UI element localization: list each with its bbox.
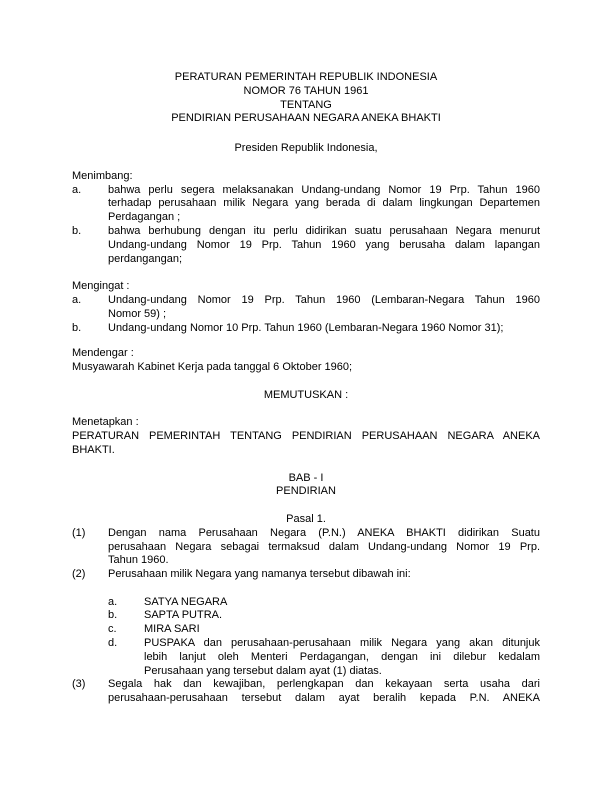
pasal-title: Pasal 1. (286, 512, 326, 525)
title-line: PENDIRIAN PERUSAHAAN NEGARA ANEKA BHAKTI (171, 112, 441, 125)
text-line: terhadap perusahaan milik Negara yang berada di dalam lingkungan Departemen (108, 197, 540, 210)
text-line: MIRA SARI (144, 623, 200, 636)
text-line: Dengan nama Perusahaan Negara (P.N.) ANEKA BHAKTI didirikan Suatu (108, 526, 540, 539)
company-item-a (108, 596, 540, 610)
text-line: bahwa berhubung dengan itu perlu didirikan suatu perusahaan Negara menurut (108, 224, 540, 237)
item-label: a. (72, 183, 82, 196)
text-line: Tahun 1960. (108, 554, 169, 567)
menimbang-item-b (72, 225, 540, 266)
company-item-d (108, 637, 540, 678)
text-line: SAPTA PUTRA. (144, 609, 223, 622)
document-title (72, 71, 540, 126)
mendengar-heading: Mendengar : (72, 347, 134, 360)
menetapkan-line: BHAKTI. (72, 443, 115, 456)
menimbang-item-a (72, 184, 540, 225)
mendengar-text: Musyawarah Kabinet Kerja pada tanggal 6 Oktober 1960; (72, 361, 353, 374)
ayat-label: (1) (72, 526, 86, 539)
mengingat-heading: Mengingat : (72, 280, 130, 293)
ayat-label: (2) (72, 568, 86, 581)
menetapkan-line: PERATURAN PEMERINTAH TENTANG PENDIRIAN PERUSAHAAN NEGARA ANEKA (72, 430, 540, 443)
text-line: perdangangan; (108, 252, 183, 265)
text-line: perusahaan Negara sebagai termaksud dalam Undang-undang Nomor 19 Prp. (108, 540, 540, 553)
text-line: Nomor 59) ; (108, 307, 167, 320)
pasal-ayat-3 (72, 678, 540, 706)
text-line: perusahaan-perusahaan tersebut dalam ayat beralih kepada P.N. ANEKA (108, 692, 540, 705)
text-line: bahwa perlu segera melaksanakan Undang-undang Nomor 19 Prp. Tahun 1960 (108, 183, 540, 196)
item-label: b. (72, 321, 82, 334)
item-label: c. (108, 623, 117, 636)
text-line: Perdagangan ; (108, 211, 181, 224)
pasal-ayat-1 (72, 527, 540, 568)
document-page (72, 71, 540, 706)
mengingat-item-b (72, 322, 540, 336)
menetapkan-heading: Menetapkan : (72, 416, 139, 429)
title-line: PERATURAN PEMERINTAH REPUBLIK INDONESIA (174, 71, 438, 83)
text-line: SATYA NEGARA (144, 595, 228, 608)
text-line: Perusahaan milik Negara yang namanya tersebut dibawah ini: (108, 568, 411, 581)
text-line: Undang-undang Nomor 10 Prp. Tahun 1960 (Lembaran-Negara 1960 Nomor 31); (108, 321, 504, 334)
title-line: NOMOR 76 TAHUN 1961 (243, 84, 369, 97)
item-label: a. (72, 293, 82, 306)
bab-title: PENDIRIAN (276, 485, 336, 498)
text-line: Undang-undang Nomor 19 Prp. Tahun 1960 yang berusaha dalam lapangan (108, 238, 540, 251)
text-line: Undang-undang Nomor 19 Prp. Tahun 1960 (Lembaran-Negara Tahun 1960 (108, 293, 540, 306)
memutuskan-heading: MEMUTUSKAN : (263, 388, 349, 401)
president-line: Presiden Republik Indonesia, (234, 141, 378, 154)
item-label: a. (108, 595, 118, 608)
text-line: lebih lanjut oleh Menteri Perdagangan, dengan ini dilebur kedalam (144, 650, 540, 663)
company-item-c (108, 623, 540, 637)
text-line: Segala hak dan kewajiban, perlengkapan dan kekayaan serta usaha dari (108, 678, 540, 691)
text-line: PUSPAKA dan perusahaan-perusahaan milik Negara yang akan ditunjuk (144, 637, 540, 650)
menimbang-heading: Menimbang: (72, 169, 133, 182)
item-label: b. (72, 224, 82, 237)
company-item-b (108, 609, 540, 623)
text-line: Perusahaan yang tersebut dalam ayat (1) diatas. (144, 664, 382, 677)
item-label: b. (108, 609, 118, 622)
title-line: TENTANG (280, 98, 332, 111)
company-list (108, 596, 540, 679)
bab-number: BAB - I (288, 471, 324, 484)
pasal-ayat-2 (72, 568, 540, 582)
ayat-label: (3) (72, 678, 86, 691)
mengingat-item-a (72, 294, 540, 322)
item-label: d. (108, 637, 118, 650)
